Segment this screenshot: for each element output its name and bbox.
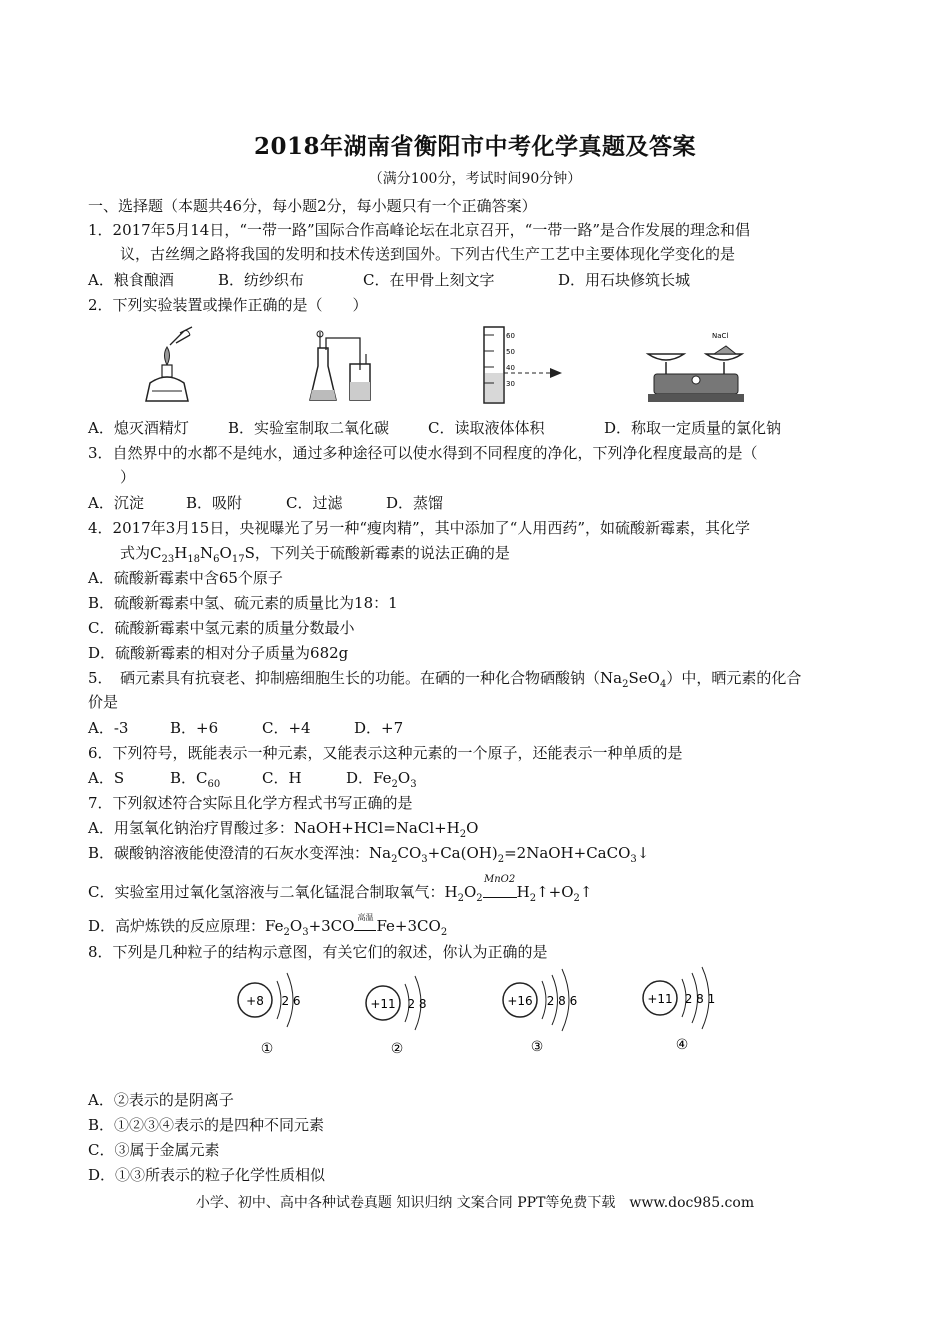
q3-options bbox=[88, 493, 443, 513]
tick-30: 30 bbox=[506, 380, 515, 388]
q8-stem: 8．下列是几种粒子的结构示意图，有关它们的叙述，你认为正确的是 bbox=[88, 943, 548, 961]
q3-stem-line1: 3．自然界中的水都不是纯水，通过多种途径可以使水得到不同程度的净化，下列净化程度最高的是（ bbox=[88, 444, 758, 462]
nacl-label: NaCl bbox=[712, 332, 729, 340]
q5-stem-line1: 5． 硒元素具有抗衰老、抑制癌细胞生长的功能。在硒的一种化合物硒酸钠$(Na_2SeO_4)$中，晒元素的化合 bbox=[88, 669, 802, 690]
q6-options bbox=[88, 768, 417, 795]
svg-text:2 6: 2 6 bbox=[281, 994, 301, 1008]
q1-option-a: A．粮食酿酒 bbox=[88, 271, 174, 289]
q2-option-c: C．读取液体体积 bbox=[428, 419, 545, 437]
svg-text:+11: +11 bbox=[370, 997, 396, 1011]
q5-options bbox=[88, 718, 403, 738]
q2-stem: 2．下列实验装置或操作正确的是（ ） bbox=[88, 296, 368, 314]
q1-option-c: C．在甲骨上刻文字 bbox=[363, 271, 495, 289]
graduated-cylinder-figure bbox=[478, 325, 568, 407]
svg-text:2 8 6: 2 8 6 bbox=[546, 994, 578, 1008]
svg-text:④: ④ bbox=[675, 1037, 689, 1053]
tick-60: 60 bbox=[506, 332, 515, 340]
svg-text:2 8 1: 2 8 1 bbox=[684, 992, 716, 1006]
q4-option-a: A．硫酸新霉素中含65个原子 bbox=[88, 569, 283, 587]
q8-option-b: B．①②③④表示的是四种不同元素 bbox=[88, 1116, 325, 1134]
q3-option-a: A．沉淀 bbox=[88, 494, 144, 512]
q5-option-c: C．+4 bbox=[262, 719, 311, 737]
high-temp-arrow: 高温 bbox=[354, 916, 376, 936]
q1-option-b: B．纺纱织布 bbox=[218, 271, 305, 289]
atom-diagram-4 bbox=[643, 967, 715, 1053]
alcohol-lamp-figure bbox=[140, 325, 202, 405]
svg-text:+11: +11 bbox=[647, 992, 673, 1006]
atom-diagram-1 bbox=[238, 973, 301, 1057]
q1-stem-line2: 议，古丝绸之路将我国的发明和技术传送到国外。下列古代生产工艺中主要体现化学变化的是 bbox=[120, 245, 736, 263]
svg-text:③: ③ bbox=[530, 1039, 544, 1055]
q7-option-d: D．高炉炼铁的反应原理：$Fe_2O_3+3CO$ 高温 $Fe+3CO_2$ bbox=[88, 913, 448, 938]
page-footer: 小学、初中、高中各种试卷真题 知识归纳 文案合同 PPT等免费下载 www.doc985.com bbox=[195, 1195, 755, 1211]
q6-stem: 6．下列符号，既能表示一种元素，又能表示这种元素的一个原子，还能表示一种单质的是 bbox=[88, 744, 683, 762]
q3-stem-line2: ） bbox=[120, 468, 136, 486]
svg-text:+8: +8 bbox=[246, 994, 264, 1008]
q5-stem-line2: 价是 bbox=[88, 693, 119, 711]
q3-option-b: B．吸附 bbox=[186, 494, 243, 512]
q2-options bbox=[88, 418, 781, 438]
q8-option-c: C．③属于金属元素 bbox=[88, 1141, 220, 1159]
page-title: 2018年湖南省衡阳市中考化学真题及答案 bbox=[253, 133, 696, 160]
q4-option-d: D．硫酸新霉素的相对分子质量为682g bbox=[88, 644, 349, 662]
atom-diagram-3 bbox=[503, 969, 577, 1055]
q5-option-d: D．+7 bbox=[354, 719, 404, 737]
q6-option-c: C．H bbox=[262, 769, 302, 787]
tick-40: 40 bbox=[506, 364, 515, 372]
svg-text:①: ① bbox=[260, 1041, 274, 1057]
q4-stem-line2: 式为$C_{23}H_{18}N_6O_{17}S$，下列关于硫酸新霉素的说法正确的是 bbox=[120, 544, 510, 565]
q6-option-a: A．S bbox=[88, 769, 125, 787]
balance-scale-figure bbox=[640, 328, 752, 406]
atomic-structure-figure bbox=[225, 965, 745, 1060]
q3-option-d: D．蒸馏 bbox=[386, 494, 444, 512]
q5-option-b: B．+6 bbox=[170, 719, 219, 737]
q3-option-c: C．过滤 bbox=[286, 494, 343, 512]
q6-option-d: D．$Fe_2O_3$ bbox=[346, 769, 417, 790]
q7-option-b: B．碳酸钠溶液能使澄清的石灰水变浑浊：$Na_2CO_3+Ca(OH)_2=2NaOH+CaCO_3↓$ bbox=[88, 844, 650, 865]
svg-text:2 8: 2 8 bbox=[407, 997, 427, 1011]
q7-option-a: A．用氢氧化钠治疗胃酸过多：$NaOH+HCl=NaCl+H_2O$ bbox=[88, 819, 479, 840]
catalyst-arrow: MnO2 bbox=[483, 882, 517, 902]
section-heading: 一、选择题（本题共46分，每小题2分，每小题只有一个正确答案） bbox=[88, 197, 537, 215]
q4-stem-line1: 4．2017年3月15日，央视曝光了另一种“瘦肉精”，其中添加了“人用西药”，如硫酸新霉素，其化学 bbox=[88, 519, 751, 537]
q8-option-d: D．①③所表示的粒子化学性质相似 bbox=[88, 1166, 326, 1184]
q2-option-a: A．熄灭酒精灯 bbox=[88, 419, 189, 437]
q8-option-a: A．②表示的是阴离子 bbox=[88, 1091, 234, 1109]
tick-50: 50 bbox=[506, 348, 515, 356]
q2-option-b: B．实验室制取二氧化碳 bbox=[228, 419, 390, 437]
co2-apparatus-figure bbox=[300, 330, 380, 404]
q1-stem-line1: 1．2017年5月14日，“一带一路”国际合作高峰论坛在北京召开，“一带一路”是合作发展的理念和倡 bbox=[88, 221, 751, 239]
svg-text:+16: +16 bbox=[507, 994, 533, 1008]
q4-option-c: C．硫酸新霉素中氢元素的质量分数最小 bbox=[88, 619, 355, 637]
atom-diagram-2 bbox=[366, 976, 427, 1057]
q6-option-b: B．$C_{60}$ bbox=[170, 769, 221, 790]
q4-option-b: B．硫酸新霉素中氢、硫元素的质量比为18：1 bbox=[88, 594, 398, 612]
q5-option-a: A．-3 bbox=[88, 719, 129, 737]
q1-option-d: D．用石块修筑长城 bbox=[558, 271, 691, 289]
q7-option-c: C．实验室用过氧化氢溶液与二氧化锰混合制取氧气：$H_2O_2$ MnO2 $H_2↑+O_2↑$ bbox=[88, 874, 593, 904]
page-subtitle: （满分100分，考试时间90分钟） bbox=[368, 171, 582, 187]
q2-option-d: D．称取一定质量的氯化钠 bbox=[604, 419, 782, 437]
q1-options bbox=[88, 270, 690, 290]
q7-stem: 7．下列叙述符合实际且化学方程式书写正确的是 bbox=[88, 794, 413, 812]
svg-text:②: ② bbox=[390, 1041, 404, 1057]
